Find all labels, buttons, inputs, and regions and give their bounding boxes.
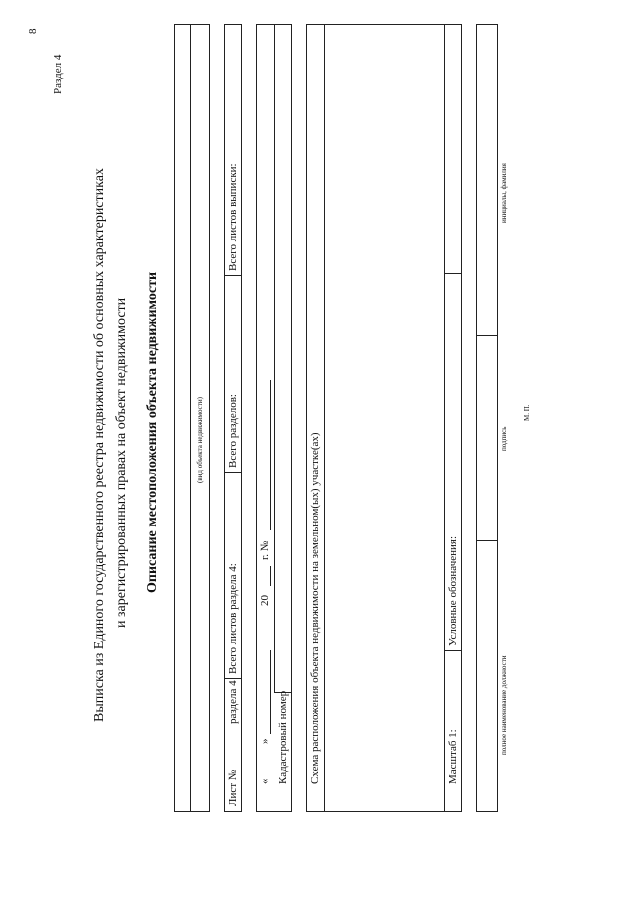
number-blank <box>270 380 271 530</box>
legend-divider <box>444 273 462 274</box>
scale-label: Масштаб 1: <box>447 729 459 784</box>
total-sections-label: Всего разделов: <box>227 394 239 468</box>
initials-caption: инициалы, фамилия <box>500 163 508 223</box>
total-sheets-section-label: Всего листов раздела 4: <box>227 563 239 674</box>
section-heading: Описание местоположения объекта недвижимости <box>145 271 160 593</box>
date-row-divider <box>274 24 292 25</box>
scheme-box <box>306 24 462 812</box>
signature-divider <box>476 335 498 336</box>
scale-legend-divider <box>444 650 462 651</box>
date-row-underline <box>274 24 275 692</box>
scale-row-top-line <box>444 24 445 812</box>
year-blank <box>270 566 271 586</box>
page-number: 8 <box>27 28 39 34</box>
section-label: Раздел 4 <box>52 54 64 94</box>
sheet-info-divider <box>224 678 242 679</box>
signature-caption: подпись <box>500 426 508 451</box>
legend-label: Условные обозначения: <box>447 535 459 646</box>
section-sheet-label: раздела 4 <box>227 680 239 724</box>
scheme-header-underline <box>324 24 325 812</box>
signature-box <box>476 24 498 812</box>
sheet-info-divider <box>224 275 242 276</box>
document-title-line2: и зарегистрированных правах на объект недвижимости <box>114 297 129 628</box>
quote-close: » <box>259 738 271 744</box>
year-suffix: г. № <box>259 540 271 560</box>
sheet-number-label: Лист № <box>227 769 239 806</box>
year-prefix: 20 <box>259 595 271 606</box>
object-type-caption: (вид объекта недвижимости) <box>196 397 204 483</box>
object-type-box <box>174 24 210 812</box>
object-type-underline <box>190 24 191 812</box>
document-title-line1: Выписка из Единого государственного реестра недвижимости об основных характеристиках <box>92 168 107 722</box>
position-caption: полное наименование должности <box>500 655 508 755</box>
scheme-header-divider <box>306 24 324 25</box>
signature-divider <box>476 540 498 541</box>
scheme-label: Схема расположения объекта недвижимости на земельном(ых) участке(ах) <box>309 432 321 784</box>
cadastral-number-label: Кадастровый номер <box>277 690 289 784</box>
quote-open: « <box>259 778 271 784</box>
total-sheets-label: Всего листов выписки: <box>227 163 239 271</box>
sheet-info-divider <box>224 472 242 473</box>
month-blank <box>270 650 271 734</box>
stamp-label: М. П. <box>523 404 531 421</box>
